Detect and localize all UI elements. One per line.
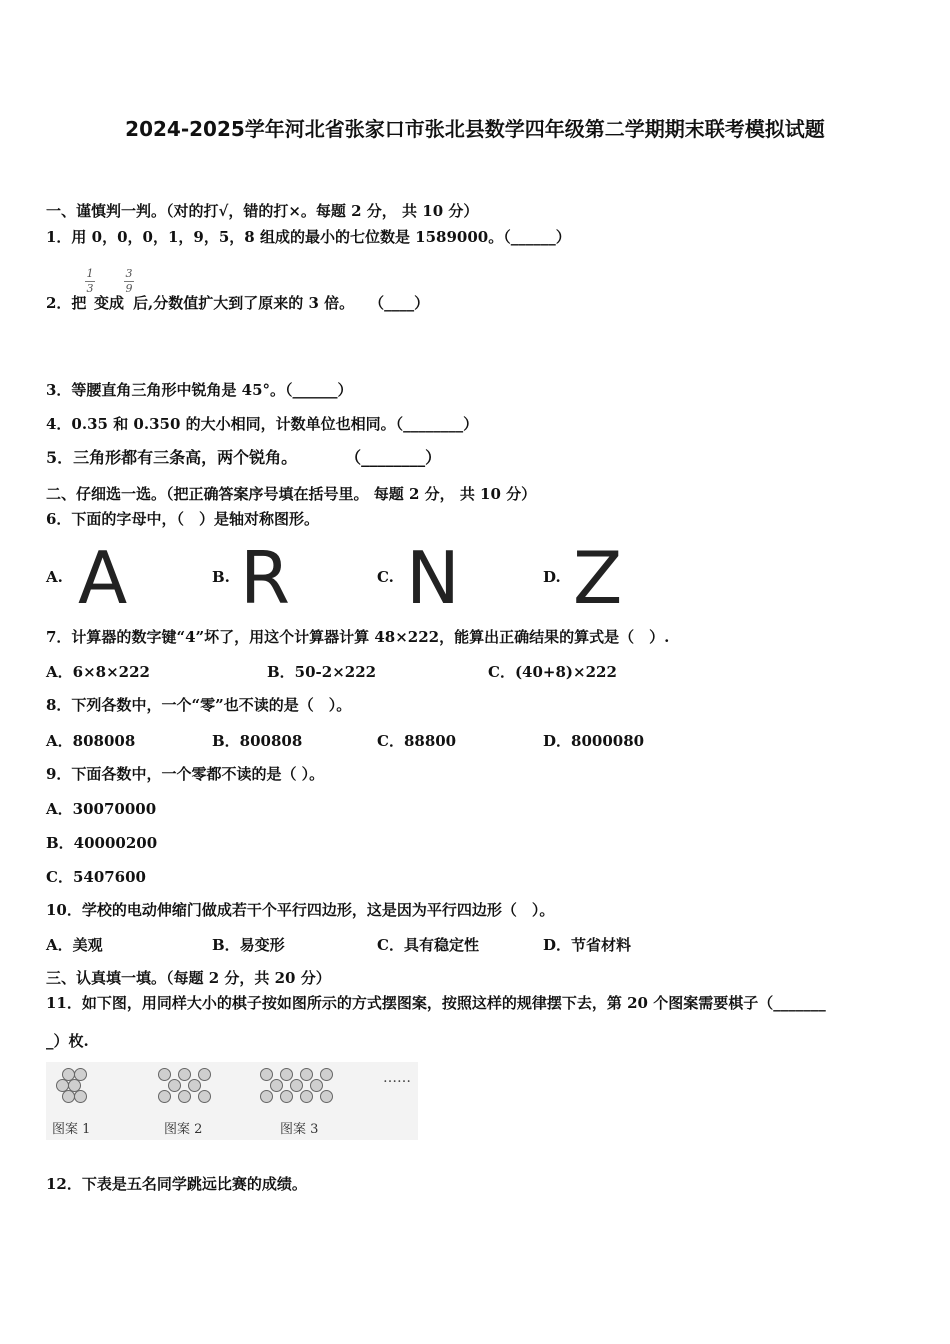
question-5: 5．三角形都有三条高，两个锐角。 （________） [46, 448, 442, 467]
chess-piece [168, 1079, 181, 1092]
pattern-ellipsis: …… [383, 1070, 411, 1086]
section-3-heading: 三、认真填一填。（每题 2 分，共 20 分） [46, 969, 331, 987]
chess-piece [300, 1068, 313, 1081]
chess-piece [270, 1079, 283, 1092]
q6-option-b-label: B. [212, 568, 230, 586]
q6-option-d-label: D. [543, 568, 561, 586]
chess-pattern-figure [46, 1062, 418, 1140]
q7-option-a: A．6×8×222 [46, 663, 150, 681]
q10-option-d: D．节省材料 [543, 936, 632, 954]
chess-piece [280, 1068, 293, 1081]
page-title: 2024-2025学年河北省张家口市张北县数学四年级第二学期期末联考模拟试题 [125, 117, 825, 141]
chess-piece [290, 1079, 303, 1092]
pattern-1-caption: 图案 1 [52, 1122, 91, 1137]
chess-piece [320, 1068, 333, 1081]
question-8-stem: 8．下列各数中，一个“零”也不读的是（ ）。 [46, 696, 352, 714]
q6-option-a-label: A. [46, 568, 63, 586]
q8-option-c: C．88800 [377, 732, 457, 750]
q7-option-c: C．(40+8)×222 [488, 663, 617, 681]
q9-option-a: A．30070000 [46, 800, 157, 818]
letter-n-image: N [406, 536, 460, 620]
q10-option-a: A．美观 [46, 936, 103, 954]
q8-option-b: B．800808 [212, 732, 303, 750]
frac2-denominator: 9 [125, 282, 133, 295]
letter-r-image: R [240, 536, 291, 620]
q9-option-c: C．5407600 [46, 868, 146, 886]
q2-suffix: 后,分数值扩大到了原来的 3 倍。 （____） [133, 294, 430, 312]
chess-piece [198, 1090, 211, 1103]
chess-piece [260, 1090, 273, 1103]
pattern-2-caption: 图案 2 [164, 1122, 203, 1137]
fraction-1-3 [85, 268, 95, 295]
pattern-3-caption: 图案 3 [280, 1122, 319, 1137]
chess-piece [320, 1090, 333, 1103]
question-9-stem: 9．下面各数中，一个零都不读的是（ ）。 [46, 765, 325, 783]
q8-option-d: D．8000080 [543, 732, 645, 750]
question-11-line1: 11．如下图，用同样大小的棋子按如图所示的方式摆图案，按照这样的规律摆下去，第 20 个图案需要棋子（_______ [46, 994, 826, 1012]
q2-middle: 变成 [94, 294, 125, 312]
chess-piece [310, 1079, 323, 1092]
chess-piece [188, 1079, 201, 1092]
frac1-denominator: 3 [86, 282, 94, 295]
question-4: 4．0.35 和 0.350 的大小相同，计数单位也相同。（________） [46, 415, 479, 433]
q2-prefix: 2．把 [46, 294, 87, 312]
question-6-stem: 6．下面的字母中，（ ）是轴对称图形。 [46, 510, 319, 528]
fraction-3-9 [124, 268, 134, 295]
chess-piece [300, 1090, 313, 1103]
q7-option-b: B．50-2×222 [267, 663, 377, 681]
q10-option-c: C．具有稳定性 [377, 936, 479, 954]
letter-z-image: Z [573, 536, 623, 620]
question-1: 1．用 0，0，0，1，9，5，8 组成的最小的七位数是 1589000。（______） [46, 228, 571, 246]
q6-option-c-label: C. [377, 568, 394, 586]
chess-piece [158, 1068, 171, 1081]
section-1-heading: 一、谨慎判一判。（对的打√，错的打×。每题 2 分， 共 10 分） [46, 202, 479, 220]
question-3: 3．等腰直角三角形中锐角是 45°。（______） [46, 381, 353, 399]
section-2-heading: 二、仔细选一选。（把正确答案序号填在括号里。 每题 2 分， 共 10 分） [46, 485, 537, 503]
chess-piece [74, 1090, 87, 1103]
q9-option-b: B．40000200 [46, 834, 158, 852]
chess-piece [178, 1090, 191, 1103]
q8-option-a: A．808008 [46, 732, 136, 750]
chess-piece [260, 1068, 273, 1081]
letter-a-image: A [78, 536, 128, 620]
chess-piece [198, 1068, 211, 1081]
chess-piece [280, 1090, 293, 1103]
question-7-stem: 7．计算器的数字键“4”坏了，用这个计算器计算 48×222，能算出正确结果的算式是（ ）. [46, 628, 670, 646]
chess-piece [158, 1090, 171, 1103]
question-11-line2: _）枚. [46, 1032, 89, 1050]
question-12: 12．下表是五名同学跳远比赛的成绩。 [46, 1175, 307, 1193]
chess-piece [178, 1068, 191, 1081]
q10-option-b: B．易变形 [212, 936, 285, 954]
frac2-numerator: 3 [125, 267, 133, 280]
frac1-numerator: 1 [86, 267, 94, 280]
question-10-stem: 10．学校的电动伸缩门做成若干个平行四边形，这是因为平行四边形（ ）。 [46, 901, 555, 919]
